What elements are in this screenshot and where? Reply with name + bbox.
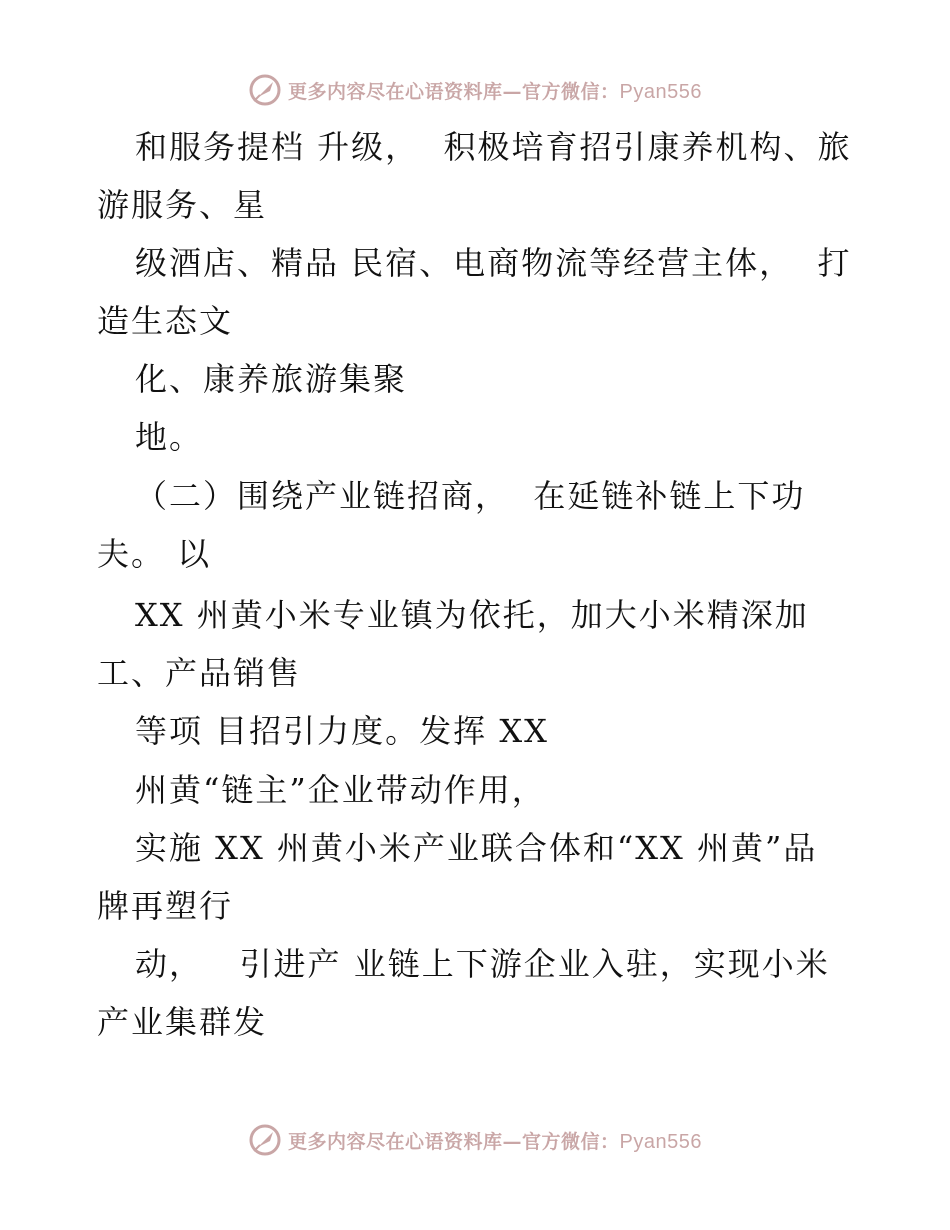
paragraph-line: 产业集群发	[97, 1003, 268, 1041]
watermark-text: 更多内容尽在心语资料库—官方微信：Pyan556	[288, 1130, 702, 1153]
paragraph-line: 夫。 以	[97, 535, 212, 573]
paragraph-line: 和服务提档 升级， 积极培育招引康养机构、旅	[135, 128, 852, 166]
section-heading-line: （二）围绕产业链招商， 在延链补链上下功	[135, 477, 806, 515]
feather-pen-icon	[248, 1123, 282, 1157]
paragraph-line: 化、康养旅游集聚	[135, 360, 408, 398]
paragraph-line: 实施 XX 州黄小米产业联合体和“XX 州黄”品	[135, 829, 818, 867]
footer-watermark	[0, 1120, 950, 1160]
paragraph-line: XX 州黄小米专业镇为依托，加大小米精深加	[135, 596, 809, 634]
paragraph-line: 地。	[135, 418, 204, 456]
paragraph-line: 动， 引进产 业链上下游企业入驻，实现小米	[135, 945, 830, 983]
paragraph-line: 游服务、星	[97, 186, 268, 224]
watermark-text: 更多内容尽在心语资料库—官方微信：Pyan556	[288, 80, 702, 103]
paragraph-line: 级酒店、精品 民宿、电商物流等经营主体， 打	[135, 244, 852, 282]
paragraph-line: 等项 目招引力度。发挥 XX	[135, 712, 549, 750]
paragraph-line: 州黄“链主”企业带动作用，	[135, 771, 546, 809]
paragraph-line: 工、产品销售	[97, 654, 302, 692]
paragraph-line: 牌再塑行	[97, 887, 234, 925]
paragraph-line: 造生态文	[97, 302, 234, 340]
